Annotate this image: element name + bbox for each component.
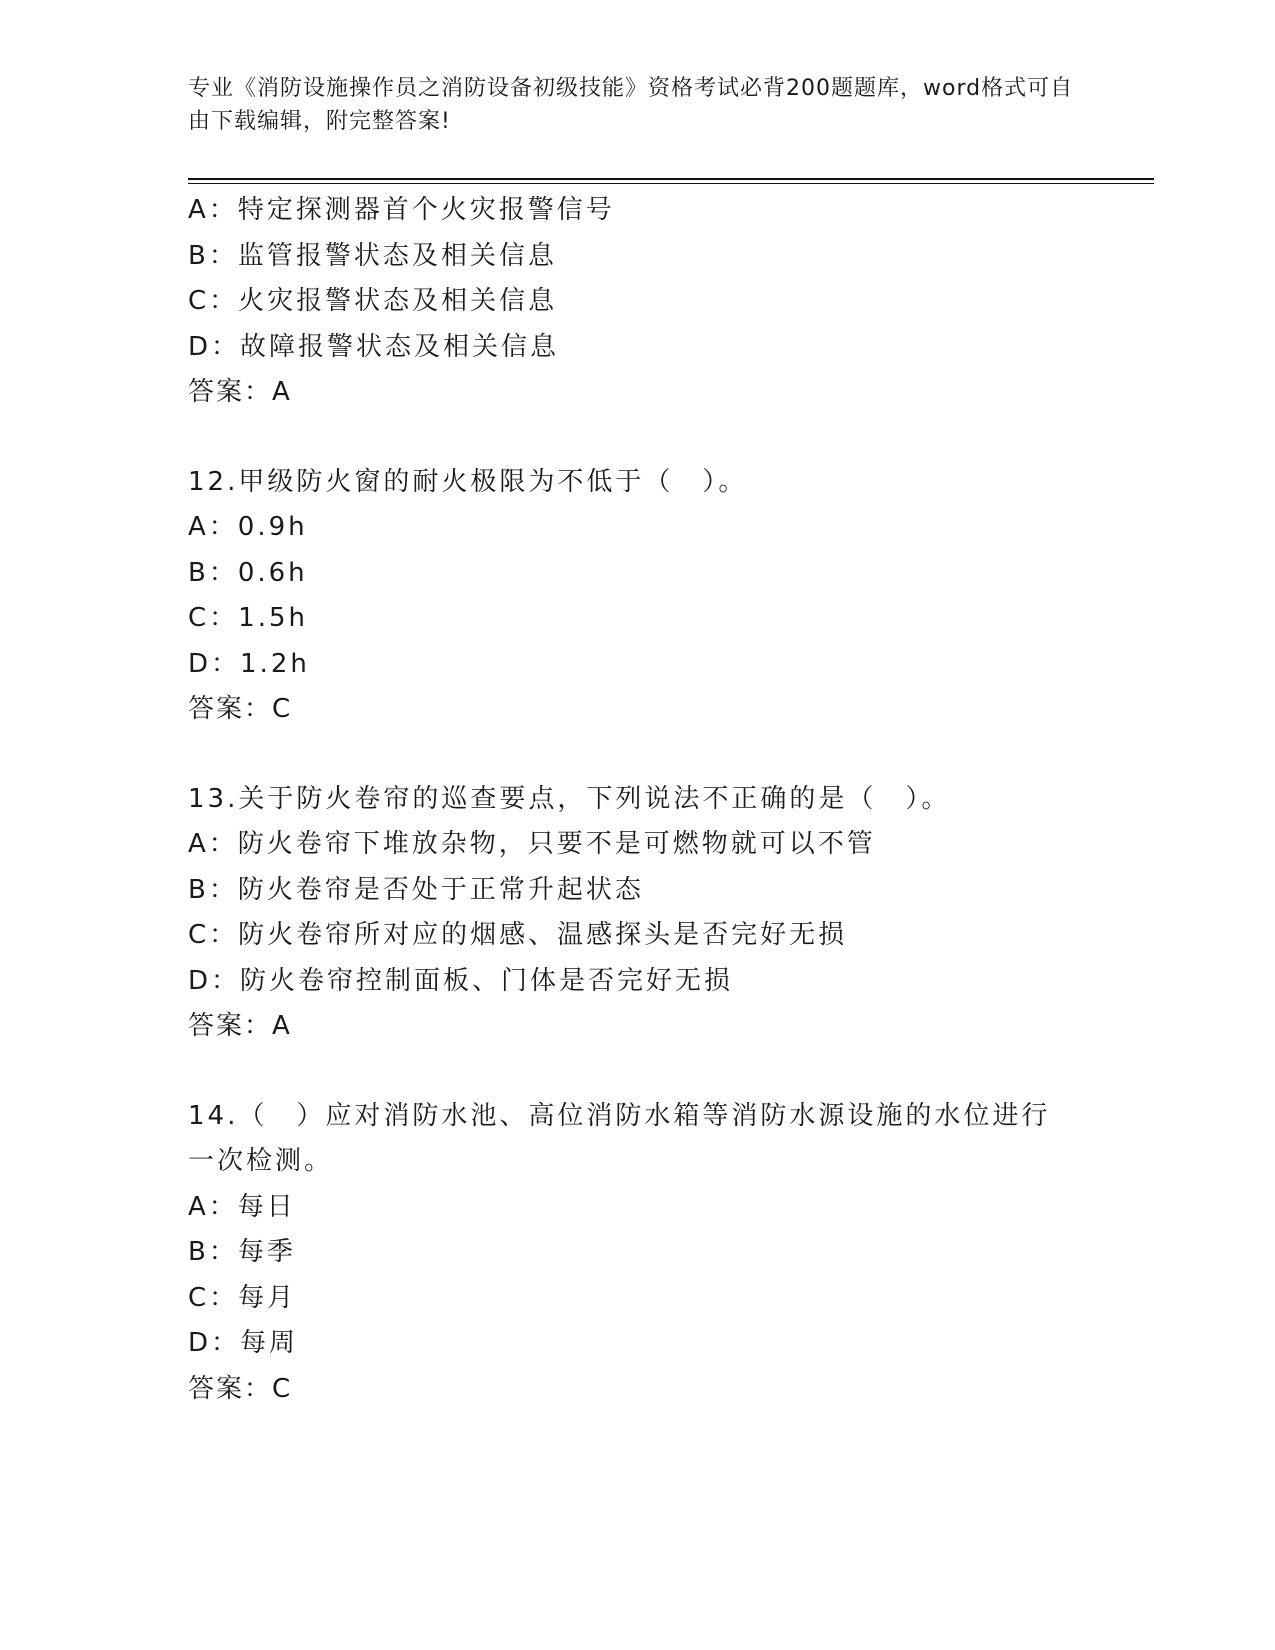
- question-spacer: [188, 733, 1088, 777]
- question-list: [188, 188, 1088, 1412]
- option-d: D：每周: [188, 1328, 299, 1358]
- answer-line: 答案：A: [188, 377, 292, 407]
- option-d: D：1.2h: [188, 648, 310, 679]
- question-block-13: [188, 777, 1088, 1050]
- option-c: C：每月: [188, 1282, 297, 1313]
- option-d: D：防火卷帘控制面板、门体是否完好无损: [188, 965, 734, 996]
- answer-line: 答案：A: [188, 1011, 292, 1041]
- option-b: B：防火卷帘是否处于正常升起状态: [188, 874, 644, 905]
- option-a: A：防火卷帘下堆放杂物，只要不是可燃物就可以不管: [188, 829, 876, 859]
- option-c: C：防火卷帘所对应的烟感、温感探头是否完好无损: [188, 920, 848, 950]
- question-text: 14.（ ）应对消防水池、高位消防水箱等消防水源设施的水位进行一次检测。: [188, 1100, 1051, 1176]
- question-spacer: [188, 416, 1088, 460]
- option-b: B：监管报警状态及相关信息: [188, 240, 557, 271]
- option-a: A：特定探测器首个火灾报警信号: [188, 195, 615, 225]
- option-a: A：0.9h: [188, 512, 308, 542]
- option-d: D：故障报警状态及相关信息: [188, 331, 560, 362]
- header-divider-thick: [188, 178, 1154, 180]
- question-block-12: [188, 460, 1088, 733]
- option-b: B：每季: [188, 1237, 296, 1267]
- header-divider-thin: [188, 183, 1154, 184]
- question-block-14: [188, 1094, 1088, 1413]
- option-c: C：1.5h: [188, 603, 308, 633]
- question-text: 12.甲级防火窗的耐火极限为不低于（ ）。: [188, 466, 748, 497]
- answer-line: 答案：C: [188, 694, 293, 724]
- question-spacer: [188, 1050, 1088, 1094]
- option-c: C：火灾报警状态及相关信息: [188, 286, 558, 316]
- question-text: 13.关于防火卷帘的巡查要点，下列说法不正确的是（ ）。: [188, 783, 951, 814]
- answer-line: 答案：C: [188, 1373, 293, 1404]
- document-header: 专业《消防设施操作员之消防设备初级技能》资格考试必背200题题库，word格式可自由下载编辑，附完整答案!: [188, 76, 1074, 134]
- option-b: B：0.6h: [188, 557, 308, 588]
- option-a: A：每日: [188, 1191, 296, 1222]
- question-block-11: [188, 188, 1088, 416]
